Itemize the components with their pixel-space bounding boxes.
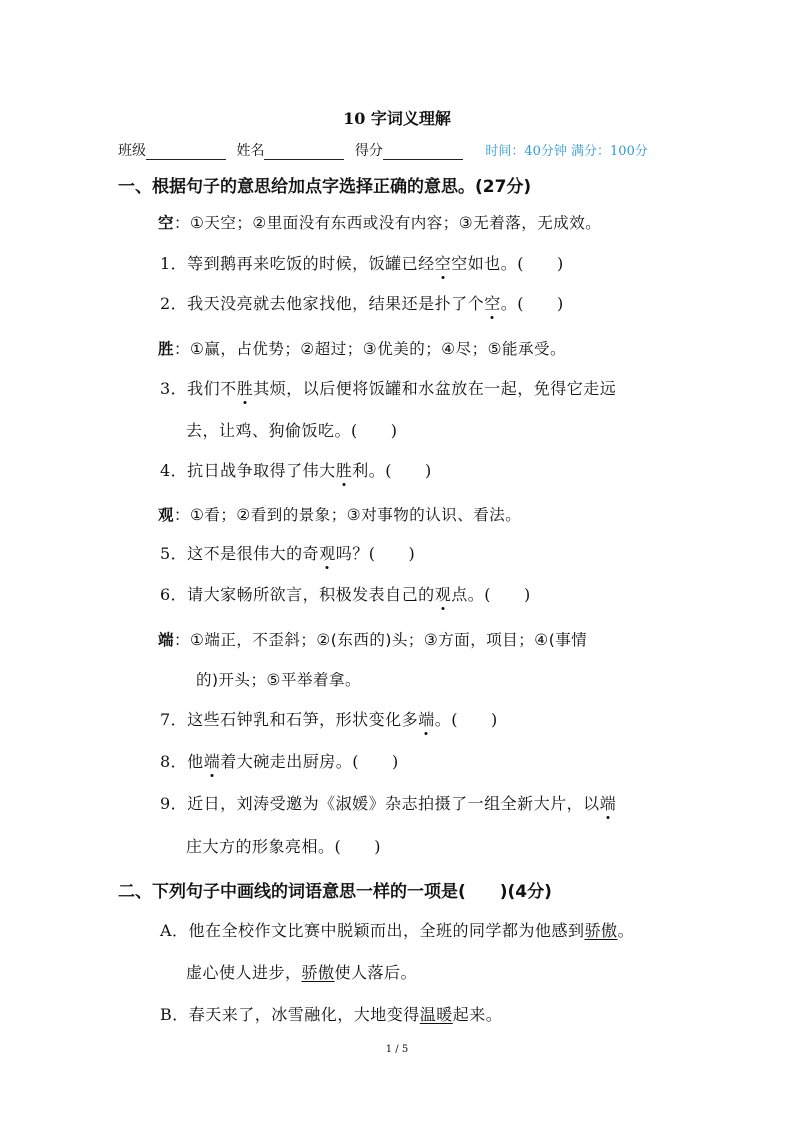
student-info-line xyxy=(118,140,678,160)
definition-sheng xyxy=(158,337,566,359)
question-3-cont: 去，让鸡、狗偷饭吃。( ) xyxy=(186,421,398,440)
dotted-char: 端 xyxy=(203,752,221,771)
name-blank xyxy=(264,144,344,160)
underlined-word: 温暖 xyxy=(419,1005,453,1024)
definition-text: ：①看；②看到的景象；③对事物的认识、看法。 xyxy=(174,506,522,524)
dotted-char: 端 xyxy=(418,710,435,729)
dotted-char: 观 xyxy=(319,544,336,563)
option-b: B．春天来了，冰雪融化，大地变得温暖起来。 xyxy=(160,1005,503,1024)
section2-heading: 二、下列句子中画线的词语意思一样的一项是( )(4分) xyxy=(118,882,552,902)
definition-head: 观 xyxy=(158,506,175,524)
score-blank xyxy=(383,144,463,160)
question-2: 2．我天没亮就去他家找他，结果还是扑了个空。( ) xyxy=(160,294,564,313)
underlined-word: 骄傲 xyxy=(584,921,618,940)
score-label: 得分 xyxy=(354,143,383,159)
dotted-char: 观 xyxy=(434,585,452,604)
dotted-char: 空 xyxy=(434,254,452,273)
question-8: 8．他端着大碗走出厨房。( ) xyxy=(160,752,399,771)
definition-guan xyxy=(158,503,521,525)
question-1: 1．等到鹅再来吃饭的时候，饭罐已经空空如也。( ) xyxy=(160,254,564,273)
class-blank xyxy=(146,144,226,160)
option-a: A．他在全校作文比赛中脱颖而出，全班的同学都为他感到骄傲。 xyxy=(160,921,635,940)
class-label: 班级 xyxy=(118,143,146,159)
definition-text: ：①赢，占优势；②超过；③优美的；④尽；⑤能承受。 xyxy=(174,340,566,358)
page-number: 1 / 5 xyxy=(385,1044,409,1055)
question-5: 5．这不是很伟大的奇观吗？( ) xyxy=(160,544,416,563)
page-title: 10 字词义理解 xyxy=(343,109,451,128)
underlined-word: 骄傲 xyxy=(301,963,335,982)
option-a-cont: 虚心使人进步，骄傲使人落后。 xyxy=(186,963,418,982)
dotted-char: 胜 xyxy=(236,379,254,398)
dotted-char: 空 xyxy=(484,294,501,313)
definition-duan xyxy=(158,628,587,650)
timing-info: 时间：40分钟 满分：100分 xyxy=(485,144,648,159)
section1-heading: 一、根据句子的意思给加点字选择正确的意思。(27分) xyxy=(118,177,532,197)
question-7: 7．这些石钟乳和石笋，形状变化多端。( ) xyxy=(160,710,498,729)
definition-duan-cont: 的)开头；⑤平举着拿。 xyxy=(196,671,361,689)
definition-kong xyxy=(158,211,601,233)
question-3: 3．我们不胜其烦，以后便将饭罐和水盆放在一起，免得它走远 xyxy=(160,379,617,398)
question-9: 9．近日，刘涛受邀为《淑媛》杂志拍摄了一组全新大片，以端 xyxy=(160,794,617,813)
dotted-char: 胜 xyxy=(335,461,353,480)
name-label: 姓名 xyxy=(236,143,265,159)
definition-head: 端 xyxy=(158,631,175,649)
definition-text: ：①端正，不歪斜；②(东西的)头；③方面，项目；④(事情 xyxy=(174,631,588,649)
question-4: 4．抗日战争取得了伟大胜利。( ) xyxy=(160,461,432,480)
definition-text: ：①天空；②里面没有东西或没有内容；③无着落，无成效。 xyxy=(174,214,602,232)
definition-head: 胜 xyxy=(158,340,175,358)
question-9-cont: 庄大方的形象亮相。( ) xyxy=(186,837,381,856)
question-6: 6．请大家畅所欲言，积极发表自己的观点。( ) xyxy=(160,585,531,604)
dotted-char: 端 xyxy=(599,794,617,813)
definition-head: 空 xyxy=(158,214,175,232)
